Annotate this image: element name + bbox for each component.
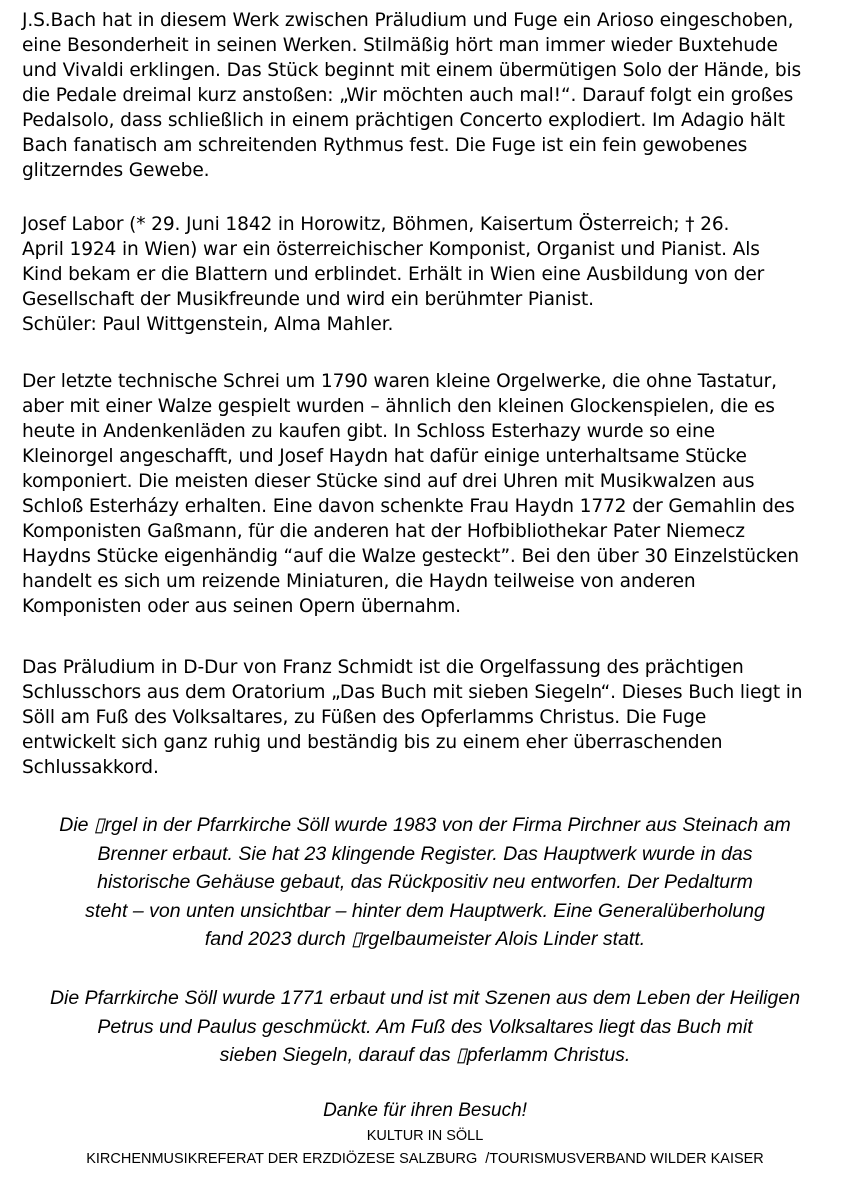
culture-label: KULTUR IN SÖLL <box>366 1128 484 1144</box>
text-line: April 1924 in Wien) war ein österreichischer Komponist, Organist und Pianist. Als <box>22 239 760 260</box>
italic-line: Brenner erbaut. Sie hat 23 klingende Register. Das Hauptwerk wurde in das <box>97 842 753 865</box>
text-line: Das Präludium in D-Dur von Franz Schmidt ist die Orgelfassung des prächtigen <box>22 657 744 678</box>
text-line: entwickelt sich ganz ruhig und beständig bis zu einem eher überraschenden <box>22 732 723 753</box>
text-line: Haydns Stücke eigenhändig “auf die Walze gesteckt”. Bei den über 30 Einzelstücken <box>22 546 799 567</box>
text-line: und Vivaldi erklingen. Das Stück beginnt mit einem übermütigen Solo der Hände, bis <box>22 60 802 81</box>
text-line: die Pedale dreimal kurz anstoßen: „Wir möchten auch mal!“. Darauf folgt ein großes <box>22 85 794 106</box>
text-line: heute in Andenkenläden zu kaufen gibt. In Schloss Esterhazy wurde so eine <box>22 421 715 442</box>
organ-info-paragraph <box>0 811 850 954</box>
text-line: Pedalsolo, dass schließlich in einem prächtigen Concerto explodiert. Im Adagio hält <box>22 110 785 131</box>
bach-paragraph <box>22 8 834 183</box>
text-line: eine Besonderheit in seinen Werken. Stilmäßig hört man immer wieder Buxtehude <box>22 35 778 56</box>
text-line: glitzerndes Gewebe. <box>22 160 210 181</box>
text-line: Kleinorgel angeschafft, und Josef Haydn hat dafür einige unterhaltsame Stücke <box>22 446 747 467</box>
text-line: Komponisten oder aus seinen Opern übernahm. <box>22 596 461 617</box>
organizations-line: KIRCHENMUSIKREFERAT DER ERZDIÖZESE SALZBURG /TOURISMUSVERBAND WILDER KAISER <box>86 1151 764 1167</box>
text-line: J.S.Bach hat in diesem Werk zwischen Präludium und Fuge ein Arioso eingeschoben, <box>22 10 794 31</box>
italic-line: fand 2023 durch ▯rgelbaumeister Alois Linder statt. <box>204 928 646 950</box>
text-line: Kind bekam er die Blattern und erblindet. Erhält in Wien eine Ausbildung von der <box>22 264 765 285</box>
text-line: Komponisten Gaßmann, für die anderen hat der Hofbibliothekar Pater Niemecz <box>22 521 745 542</box>
schmidt-paragraph <box>22 655 834 780</box>
text-line: Schlusschors aus dem Oratorium „Das Buch mit sieben Siegeln“. Dieses Buch liegt in <box>22 682 803 703</box>
italic-line: sieben Siegeln, darauf das ▯pferlamm Christus. <box>219 1044 631 1066</box>
text-line: Söll am Fuß des Volksaltares, zu Füßen des Opferlamms Christus. Die Fuge <box>22 707 707 728</box>
italic-line: steht – von unten unsichtbar – hinter dem Hauptwerk. Eine Generalüberholung <box>85 899 765 922</box>
italic-line: historische Gehäuse gebaut, das Rückpositiv neu entworfen. Der Pedalturm <box>97 871 753 893</box>
text-line: Josef Labor (* 29. Juni 1842 in Horowitz, Böhmen, Kaisertum Österreich; † 26. <box>22 214 730 235</box>
haydn-paragraph <box>22 369 834 619</box>
text-line: Schüler: Paul Wittgenstein, Alma Mahler. <box>22 314 394 335</box>
text-line: komponiert. Die meisten dieser Stücke sind auf drei Uhren mit Musikwalzen aus <box>22 471 755 492</box>
text-line: Der letzte technische Schrei um 1790 waren kleine Orgelwerke, die ohne Tastatur, <box>22 371 777 392</box>
text-line: Bach fanatisch am schreitenden Rythmus fest. Die Fuge ist ein fein gewobenes <box>22 135 748 156</box>
text-line: Gesellschaft der Musikfreunde und wird ein berühmter Pianist. <box>22 289 594 310</box>
italic-line: Petrus und Paulus geschmückt. Am Fuß des Volksaltares liegt das Buch mit <box>97 1015 753 1038</box>
labor-paragraph <box>22 212 834 337</box>
thanks-line: Danke für ihren Besuch! <box>323 1100 527 1121</box>
text-line: aber mit einer Walze gespielt wurden – ähnlich den kleinen Glockenspielen, die es <box>22 396 775 417</box>
text-line: Schloß Esterházy erhalten. Eine davon schenkte Frau Haydn 1772 der Gemahlin des <box>22 496 795 517</box>
text-line: Schlussakkord. <box>22 757 159 778</box>
church-info-paragraph <box>0 984 850 1070</box>
italic-line: Die ▯rgel in der Pfarrkirche Söll wurde 1983 von der Firma Pirchner aus Steinach am <box>59 814 791 836</box>
italic-line: Die Pfarrkirche Söll wurde 1771 erbaut und ist mit Szenen aus dem Leben der Heiligen <box>49 987 801 1009</box>
text-line: handelt es sich um reizende Miniaturen, die Haydn teilweise von anderen <box>22 571 696 592</box>
